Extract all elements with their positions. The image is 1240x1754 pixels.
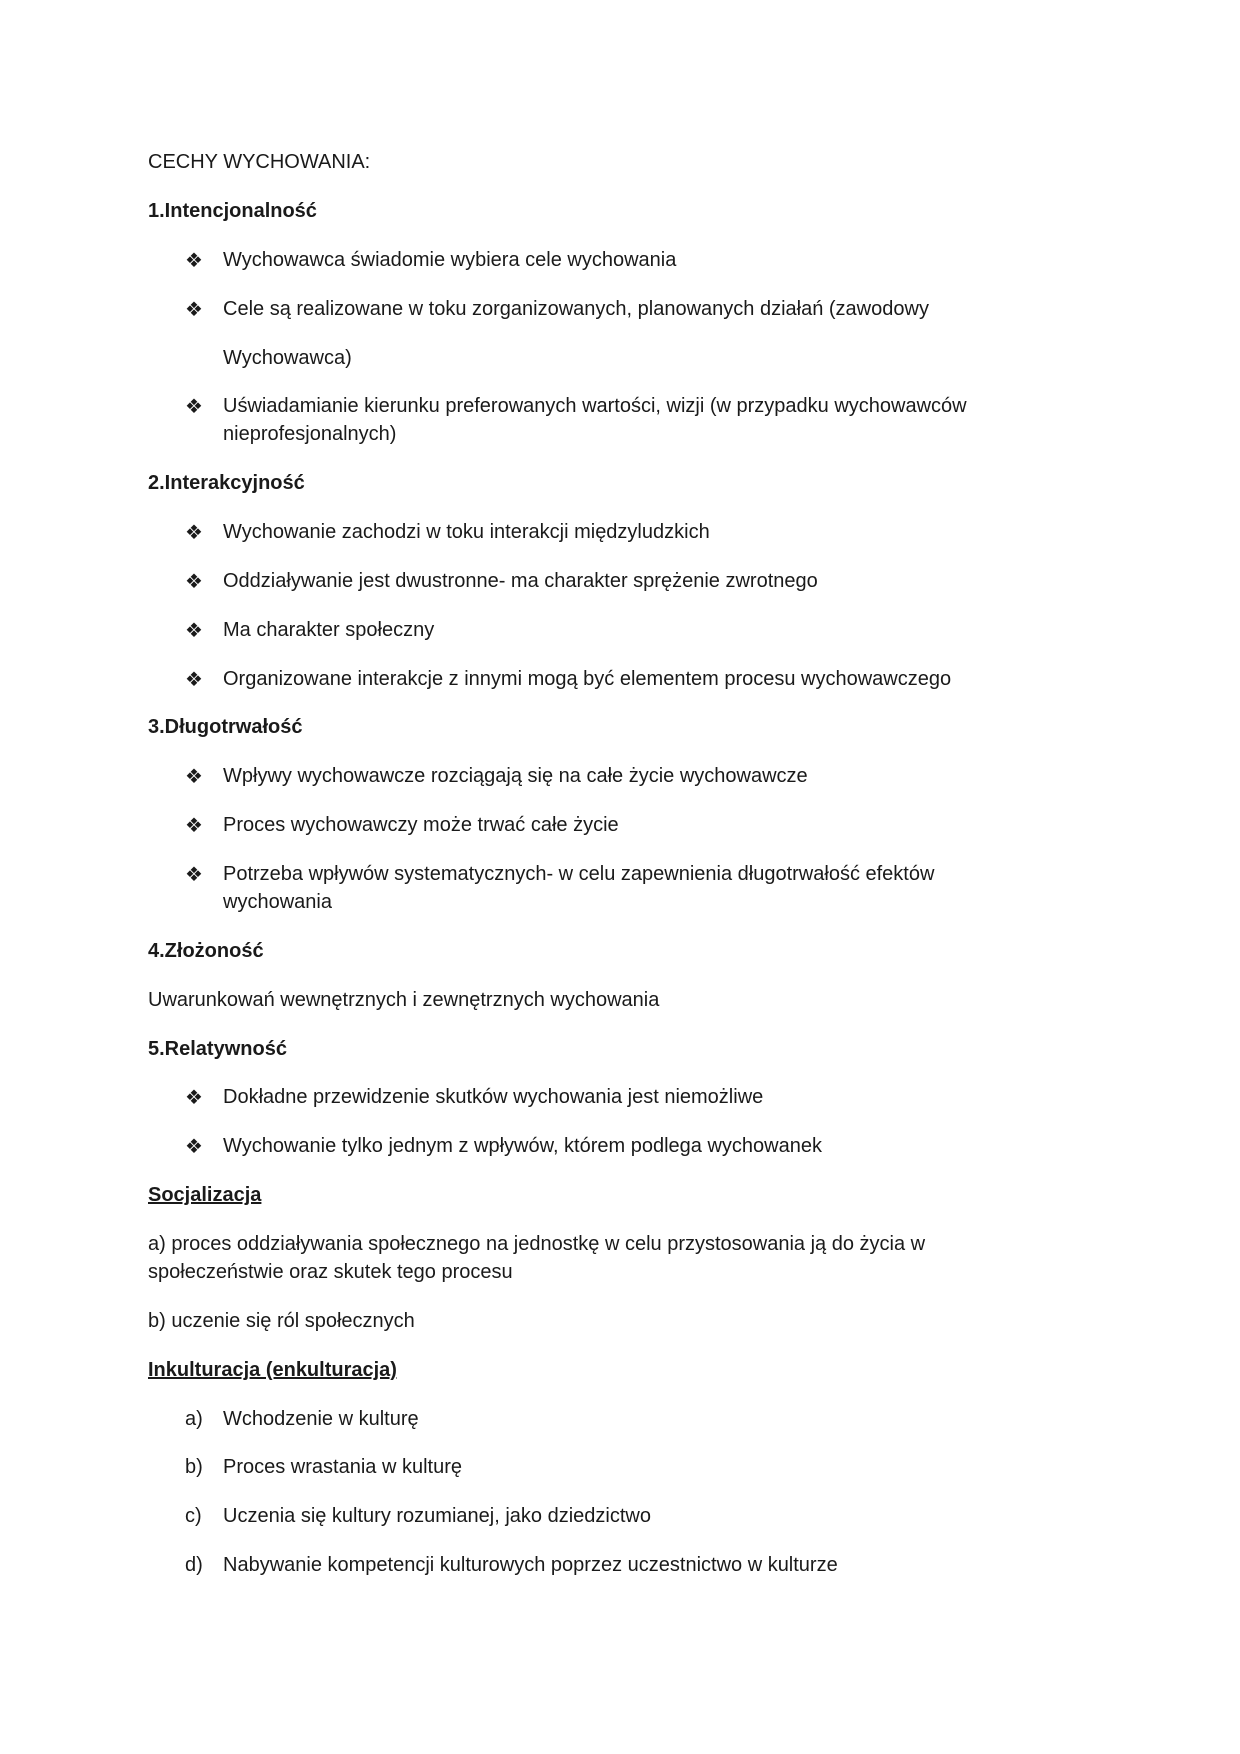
bullet-icon: ❖ — [185, 667, 203, 691]
list-marker: a) — [185, 1408, 203, 1430]
list-marker: d) — [185, 1554, 203, 1576]
list-item-text: Nabywanie kompetencji kulturowych poprzez uczestnictwo w kulturze — [223, 1554, 838, 1576]
bullet-text: Uświadamianie kierunku preferowanych wartości, wizji (w przypadku wychowawców — [223, 395, 967, 417]
bullet-icon: ❖ — [185, 569, 203, 593]
bullet-icon: ❖ — [185, 813, 203, 837]
list-marker: c) — [185, 1505, 202, 1527]
section-heading: 3.Długotrwałość — [148, 716, 303, 738]
bullet-text: Wychowanie zachodzi w toku interakcji międzyludzkich — [223, 521, 710, 543]
section-heading: 2.Interakcyjność — [148, 472, 305, 494]
section-heading: 5.Relatywność — [148, 1038, 287, 1060]
list-marker: b) — [185, 1456, 203, 1478]
bullet-text: Wychowanie tylko jednym z wpływów, którem podlega wychowanek — [223, 1135, 822, 1157]
list-item-text: Uczenia się kultury rozumianej, jako dziedzictwo — [223, 1505, 651, 1527]
bullet-icon: ❖ — [185, 1085, 203, 1109]
bullet-text: Wychowawca świadomie wybiera cele wychowania — [223, 249, 677, 271]
bullet-text: nieprofesjonalnych) — [223, 423, 397, 445]
bullet-text: wychowania — [223, 891, 332, 913]
bullet-text: Potrzeba wpływów systematycznych- w celu zapewnienia długotrwałość efektów — [223, 863, 935, 885]
bullet-icon: ❖ — [185, 297, 203, 321]
bullet-text: Ma charakter społeczny — [223, 619, 435, 641]
list-item-text: Wchodzenie w kulturę — [223, 1408, 419, 1430]
bullet-icon: ❖ — [185, 764, 203, 788]
paragraph-text: Uwarunkowań wewnętrznych i zewnętrznych wychowania — [148, 989, 660, 1011]
bullet-icon: ❖ — [185, 248, 203, 272]
paragraph-text: b) uczenie się ról społecznych — [148, 1310, 415, 1332]
bullet-text: Wychowawca) — [223, 347, 352, 369]
bullet-text: Cele są realizowane w toku zorganizowanych, planowanych działań (zawodowy — [223, 298, 929, 320]
list-item-text: Proces wrastania w kulturę — [223, 1456, 462, 1478]
bullet-icon: ❖ — [185, 394, 203, 418]
socjalizacja-heading: Socjalizacja — [148, 1184, 262, 1206]
bullet-icon: ❖ — [185, 1134, 203, 1158]
bullet-text: Proces wychowawczy może trwać całe życie — [223, 814, 619, 836]
bullet-icon: ❖ — [185, 862, 203, 886]
paragraph-text: a) proces oddziaływania społecznego na jednostkę w celu przystosowania ją do życia w — [148, 1233, 926, 1255]
bullet-text: Oddziaływanie jest dwustronne- ma charakter sprężenie zwrotnego — [223, 570, 818, 592]
paragraph-text: społeczeństwie oraz skutek tego procesu — [148, 1261, 513, 1283]
inkulturacja-heading: Inkulturacja (enkulturacja) — [148, 1359, 397, 1381]
bullet-icon: ❖ — [185, 520, 203, 544]
bullet-icon: ❖ — [185, 618, 203, 642]
section-heading: 4.Złożoność — [148, 940, 264, 962]
bullet-text: Dokładne przewidzenie skutków wychowania jest niemożliwe — [223, 1086, 764, 1108]
bullet-text: Wpływy wychowawcze rozciągają się na całe życie wychowawcze — [223, 765, 808, 787]
bullet-text: Organizowane interakcje z innymi mogą być elementem procesu wychowawczego — [223, 668, 952, 690]
section-heading: 1.Intencjonalność — [148, 200, 317, 222]
document-title: CECHY WYCHOWANIA: — [148, 151, 371, 173]
